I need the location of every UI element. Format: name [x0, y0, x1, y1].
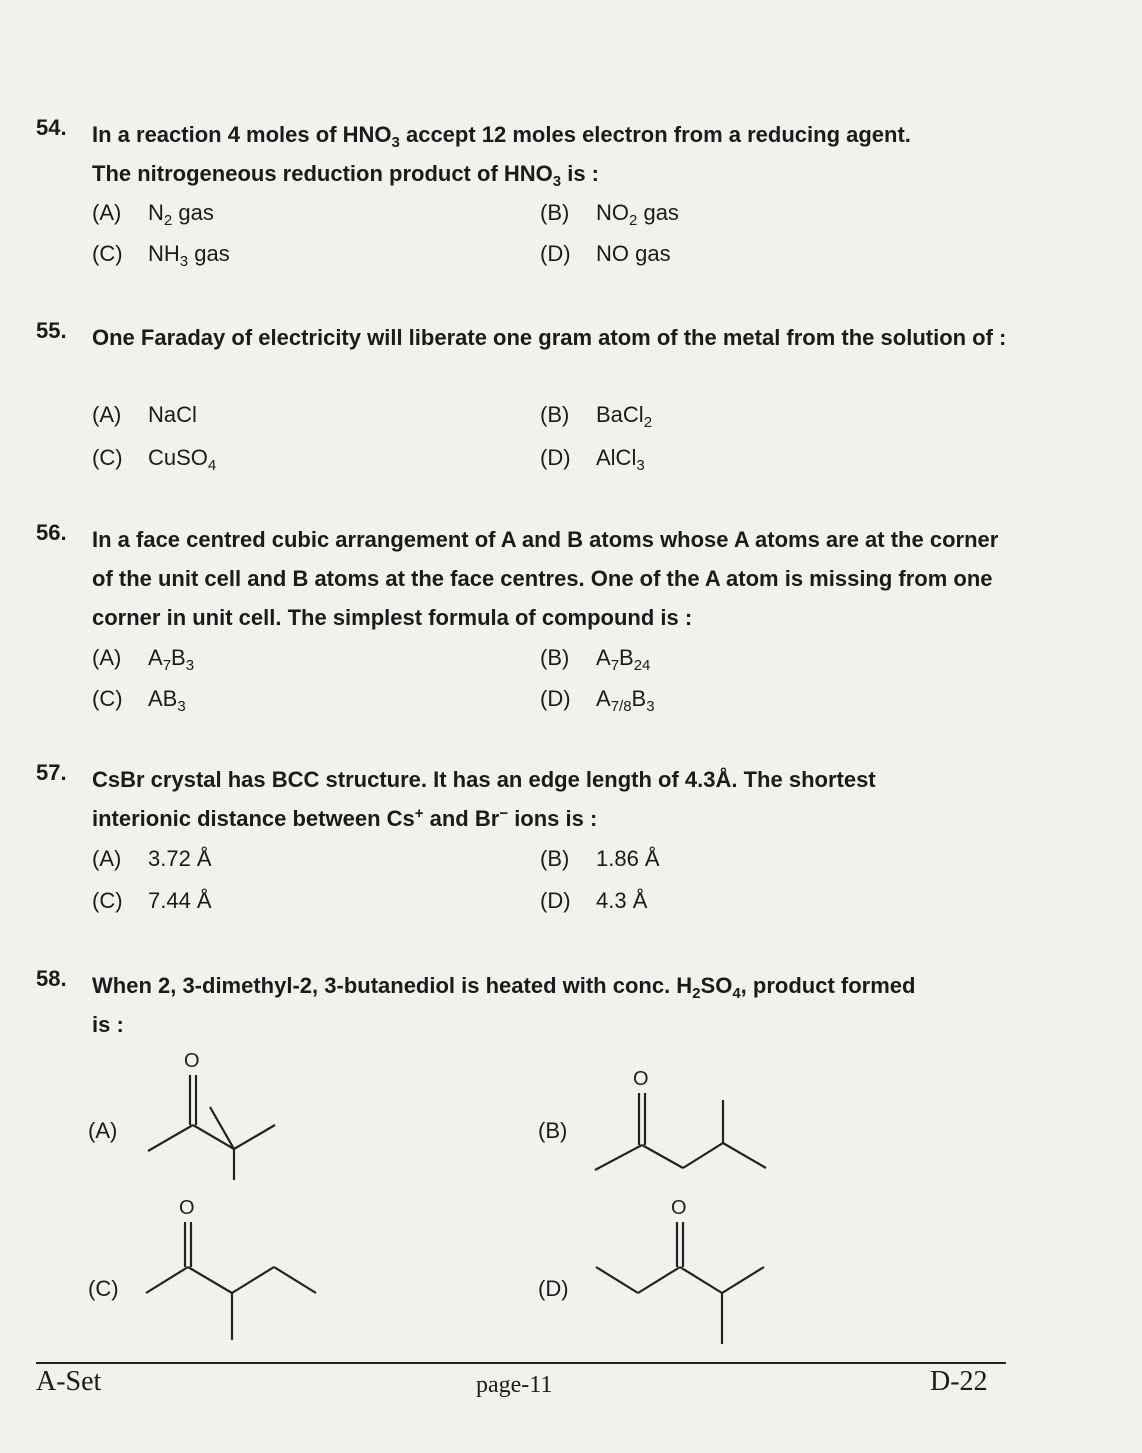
option-b[interactable]: (B) [538, 1118, 568, 1143]
bond [722, 1267, 764, 1293]
option-d[interactable]: (D) $A_{7/8}B_3$ [540, 686, 655, 715]
bond [596, 1267, 638, 1293]
bond [638, 1267, 680, 1293]
bond [723, 1143, 766, 1168]
oxygen-label: O [671, 1197, 687, 1219]
bond [148, 1125, 193, 1151]
option-a[interactable]: (A) NaCl [92, 402, 197, 427]
option-b[interactable]: (B) $NO_2$ gas [540, 200, 679, 229]
option-a[interactable]: (A) [88, 1118, 118, 1143]
question-text: One Faraday of electricity will liberate one gram atom of the metal from the solution of : [92, 325, 1007, 350]
question-text: CsBr crystal has BCC structure. It has an edge length of 4.3Å. The shortest interionic distance between Cs+ and Br− ions is : [92, 767, 876, 831]
option-d[interactable]: (D) AlCl$_3$ [540, 445, 645, 474]
option-b[interactable]: (B) BaCl$_2$ [540, 402, 653, 431]
bond [680, 1267, 722, 1293]
bond [146, 1267, 188, 1293]
bond [188, 1267, 232, 1293]
structure-option-d [590, 1192, 780, 1357]
option-a[interactable]: (A) $N_2$ gas [92, 200, 214, 229]
structure-option-a [140, 1045, 290, 1190]
bond [683, 1143, 723, 1168]
question-number: 58. [36, 966, 67, 991]
oxygen-label: O [633, 1068, 649, 1090]
bond [234, 1125, 275, 1149]
option-c[interactable]: (C) $AB_3$ [92, 686, 186, 715]
structure-option-b [590, 1065, 780, 1190]
question-text: When 2, 3-dimethyl-2, 3-butanediol is heated with conc. $H_2SO_4$, product formed is : [92, 973, 916, 1037]
footer-set: A-Set [36, 1366, 102, 1397]
option-d[interactable]: (D) NO gas [540, 241, 671, 266]
structure-option-c [140, 1192, 330, 1352]
question-text: In a face centred cubic arrangement of A and B atoms whose A atoms are at the corner of the unit cell and B atoms at the face centres. One of the A atom is missing from one corner in unit cell. The simplest formula of compound is : [92, 527, 999, 630]
option-b[interactable]: (B) 1.86 Å [540, 846, 660, 871]
oxygen-label: O [184, 1050, 200, 1072]
option-c[interactable]: (C) CuSO$_4$ [92, 445, 217, 474]
option-a[interactable]: (A) $A_7B_3$ [92, 645, 195, 674]
question-number: 57. [36, 760, 67, 785]
option-b[interactable]: (B) $A_7B_{24}$ [540, 645, 651, 674]
option-c[interactable]: (C) [88, 1276, 119, 1301]
bond [232, 1267, 274, 1293]
question-text: In a reaction 4 moles of $HNO_3$ accept 12 moles electron from a reducing agent. The nitrogeneous reduction product of $HNO_3$ is : [92, 122, 911, 190]
bond [274, 1267, 316, 1293]
question-number: 56. [36, 520, 67, 545]
option-c[interactable]: (C) 7.44 Å [92, 888, 212, 913]
bond [595, 1145, 642, 1170]
page-number: page-11 [476, 1372, 553, 1398]
option-d[interactable]: (D) [538, 1276, 569, 1301]
oxygen-label: O [179, 1197, 195, 1219]
question-number: 54. [36, 115, 67, 140]
option-c[interactable]: (C) $NH_3$ gas [92, 241, 230, 270]
footer-divider [36, 1362, 1006, 1364]
option-a[interactable]: (A) 3.72 Å [92, 846, 212, 871]
question-number: 55. [36, 318, 67, 343]
bond [642, 1145, 683, 1168]
option-d[interactable]: (D) 4.3 Å [540, 888, 648, 913]
footer-code: D-22 [930, 1366, 988, 1397]
